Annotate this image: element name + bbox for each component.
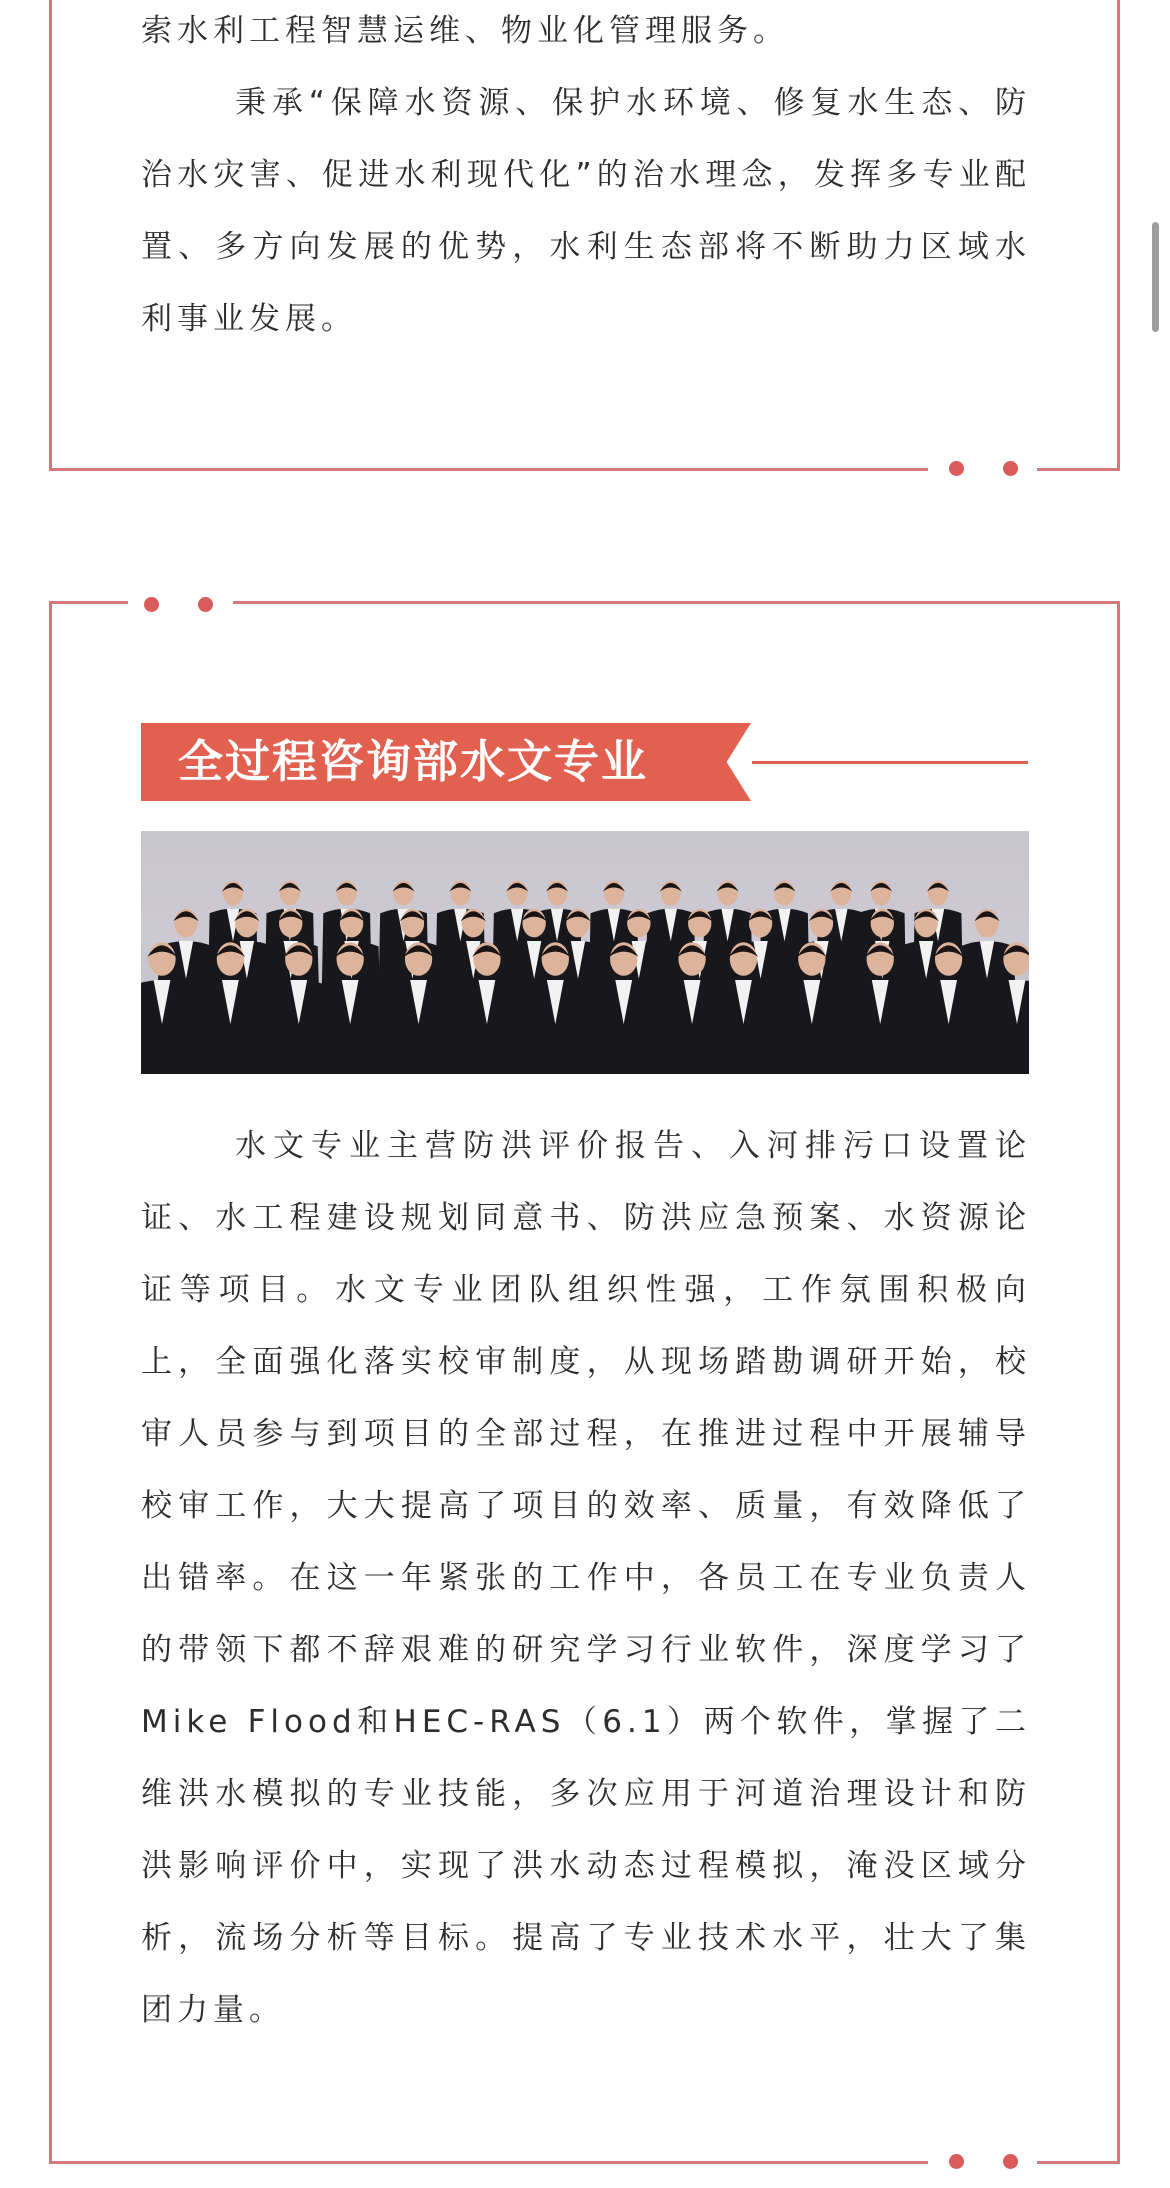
decor-dot <box>198 597 213 612</box>
section-top-paragraph <box>141 0 1031 355</box>
decor-dot <box>1003 461 1018 476</box>
decor-dot <box>144 597 159 612</box>
paragraph-body: 水文专业主营防洪评价报告、入河排污口设置论证、水工程建设规划同意书、防洪应急预案、水资源论证等项目。水文专业团队组织性强，工作氛围积极向上，全面强化落实校审制度，从现场踏勘调研开始，校审人员参与到项目的全部过程，在推进过程中开展辅导校审工作，大大提高了项目的效率、质量，有效降低了出错率。在这一年紧张的工作中，各员工在专业负责人的带领下都不辞艰难的研究学习行业软件，深度学习了Mike Flood和HEC-RAS（6.1）两个软件，掌握了二维洪水模拟的专业技能，多次应用于河道治理设计和防洪影响评价中，实现了洪水动态过程模拟，淹没区域分析，流场分析等目标。提高了专业技术水平，壮大了集团力量。 <box>141 1128 1031 2028</box>
team-photo-illustration <box>141 831 1029 1074</box>
paragraph-tail: 索水利工程智慧运维、物业化管理服务。 <box>141 13 789 49</box>
frame-gap-top <box>928 465 1037 473</box>
scrollbar-thumb[interactable] <box>1152 222 1159 332</box>
decor-dot <box>1003 2154 1018 2169</box>
paragraph-main: 秉承“保障水资源、保护水环境、修复水生态、防治水灾害、促进水利现代化”的治水理念，发挥多专业配置、多方向发展的优势，水利生态部将不断助力区域水利事业发展。 <box>141 85 1031 337</box>
team-group-photo <box>141 831 1029 1074</box>
decor-dot <box>949 2154 964 2169</box>
section-hydrology-paragraph <box>141 1110 1031 2046</box>
decor-dot <box>949 461 964 476</box>
section-title: 全过程咨询部水文专业 <box>178 735 649 788</box>
title-decor-line <box>752 761 1028 764</box>
frame-gap-bottom <box>928 2158 1037 2166</box>
